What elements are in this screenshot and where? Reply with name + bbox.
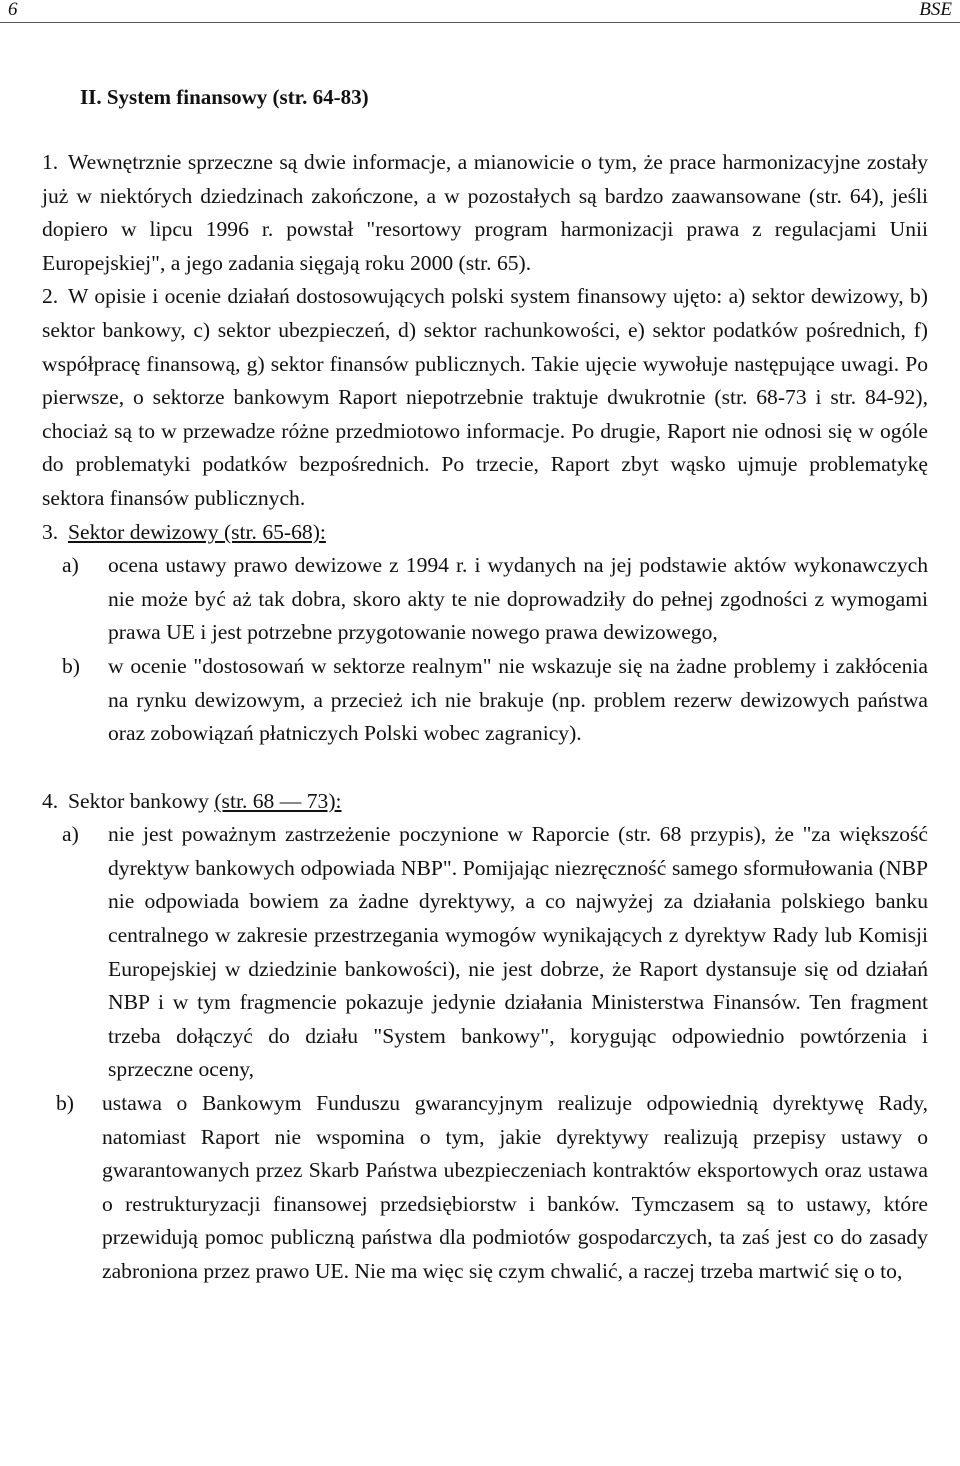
spacer (42, 751, 928, 785)
section-3-subitem-a (42, 549, 928, 650)
section-4-number: 4. (42, 788, 59, 813)
item-1-text: Wewnętrznie sprzeczne są dwie informacje, a mianowicie o tym, że prace harmonizacyjne zostały już w niektórych dziedzinach zakończone, a w pozostałych są bardzo zaawansowane (str. 64), jeśli dopiero w lipcu 1996 r. powstał "resortowy program harmonizacji prawa z regulacjami Unii Europejskiej", a jego zadania sięgają roku 2000 (str. 65). (42, 150, 928, 275)
section-4-subitem-a-text: nie jest poważnym zastrzeżenie poczynione w Raporcie (str. 68 przypis), że "za większość dyrektyw bankowych odpowiada NBP". Pomijając niezręczność samego sformułowania (NBP nie odpowiada bowiem za żadne dyrektywy, a co najwyżej za działania polskiego banku centralnego w zakresie przestrzegania wymogów wynikających z dyrektyw Rady lub Komisji Europejskiej w dziedzinie bankowości), nie jest dobrze, że Raport dystansuje się od działań NBP i w tym fragmencie pokazuje jedynie działania Ministerstwa Finansów. Ten fragment trzeba dołączyć do działu "System bankowy", korygując odpowiednio powtórzenia i sprzeczne oceny, (108, 822, 928, 1082)
section-4-subitem-b (42, 1087, 928, 1289)
section-4-heading (42, 785, 928, 819)
section-3-subitem-a-label: a) (62, 553, 79, 578)
section-3-subitem-a-text: ocena ustawy prawo dewizowe z 1994 r. i wydanych na jej podstawie aktów wykonawczych nie może być aż tak dobra, skoro akty te nie doprowadziły do pełnej zgodności z wymogami prawa UE i jest potrzebne przygotowanie nowego prawa dewizowego, (108, 553, 928, 645)
section-4-title: Sektor bankowy (68, 788, 209, 813)
journal-abbreviation: BSE (919, 0, 952, 20)
section-title: II. System finansowy (str. 64-83) (80, 85, 369, 109)
section-4-ref: (str. 68 — 73): (214, 788, 342, 813)
section-3-ref: (str. 65-68): (223, 519, 326, 544)
item-2 (42, 280, 928, 515)
page-header (0, 0, 960, 23)
section-3-heading (42, 516, 928, 550)
section-4-subitem-b-text: ustawa o Bankowym Funduszu gwarancyjnym realizuje odpowiednią dyrektywę Rady, natomiast Raport nie wspomina o tym, jakie dyrektywy realizują przepisy ustawy o gwarantowanych przez Skarb Państwa ubezpieczeniach kontraktów eksportowych oraz ustawa o restrukturyzacji finansowej przedsiębiorstw i banków. Tymczasem są to ustawy, które przewidują pomoc publiczną państwa dla podmiotów gospodarczych, ta zaś jest co do zasady zabroniona przez prawo UE. Nie ma więc się czym chwalić, a raczej trzeba martwić się o to, (102, 1091, 928, 1283)
item-2-number: 2. (42, 284, 59, 309)
item-1-number: 1. (42, 150, 59, 174)
section-4-subitem-a (42, 818, 928, 1087)
item-2-text: W opisie i ocenie działań dostosowujących polski system finansowy ujęto: a) sektor dewizowy, b) sektor bankowy, c) sektor ubezpieczeń, d) sektor rachunkowości, e) sektor podatków pośrednich, f) współpracę finansową, g) sektor finansów publicznych. Takie ujęcie wywołuje następujące uwagi. Po pierwsze, o sektorze bankowym Raport niepotrzebnie traktuje dwukrotnie (str. 68-73 i str. 84-92), chociaż są to w przewadze różne przedmiotowo informacje. Po drugie, Raport nie odnosi się w ogóle do problematyki podatków bezpośrednich. Po trzecie, Raport zbyt wąsko ujmuje problematykę sektora finansów publicznych. (42, 284, 928, 510)
section-3-number: 3. (42, 519, 59, 544)
section-3-subitem-b (42, 650, 928, 751)
section-3-title: Sektor dewizowy (68, 519, 219, 544)
section-4-subitem-a-label: a) (62, 822, 79, 847)
section-3-subitems (42, 549, 928, 751)
section-4-subitem-b-label: b) (56, 1091, 74, 1116)
section-4-subitems (42, 818, 928, 1288)
document-body (42, 146, 928, 1289)
page-number: 6 (8, 0, 18, 20)
item-1 (42, 146, 928, 280)
section-3-subitem-b-text: w ocenie "dostosowań w sektorze realnym" nie wskazuje się na żadne problemy i zakłócenia na rynku dewizowym, a przecież ich nie brakuje (np. problem rezerw dewizowych państwa oraz zobowiązań płatniczych Polski wobec zagranicy). (108, 653, 928, 746)
section-3-subitem-b-label: b) (62, 653, 80, 678)
